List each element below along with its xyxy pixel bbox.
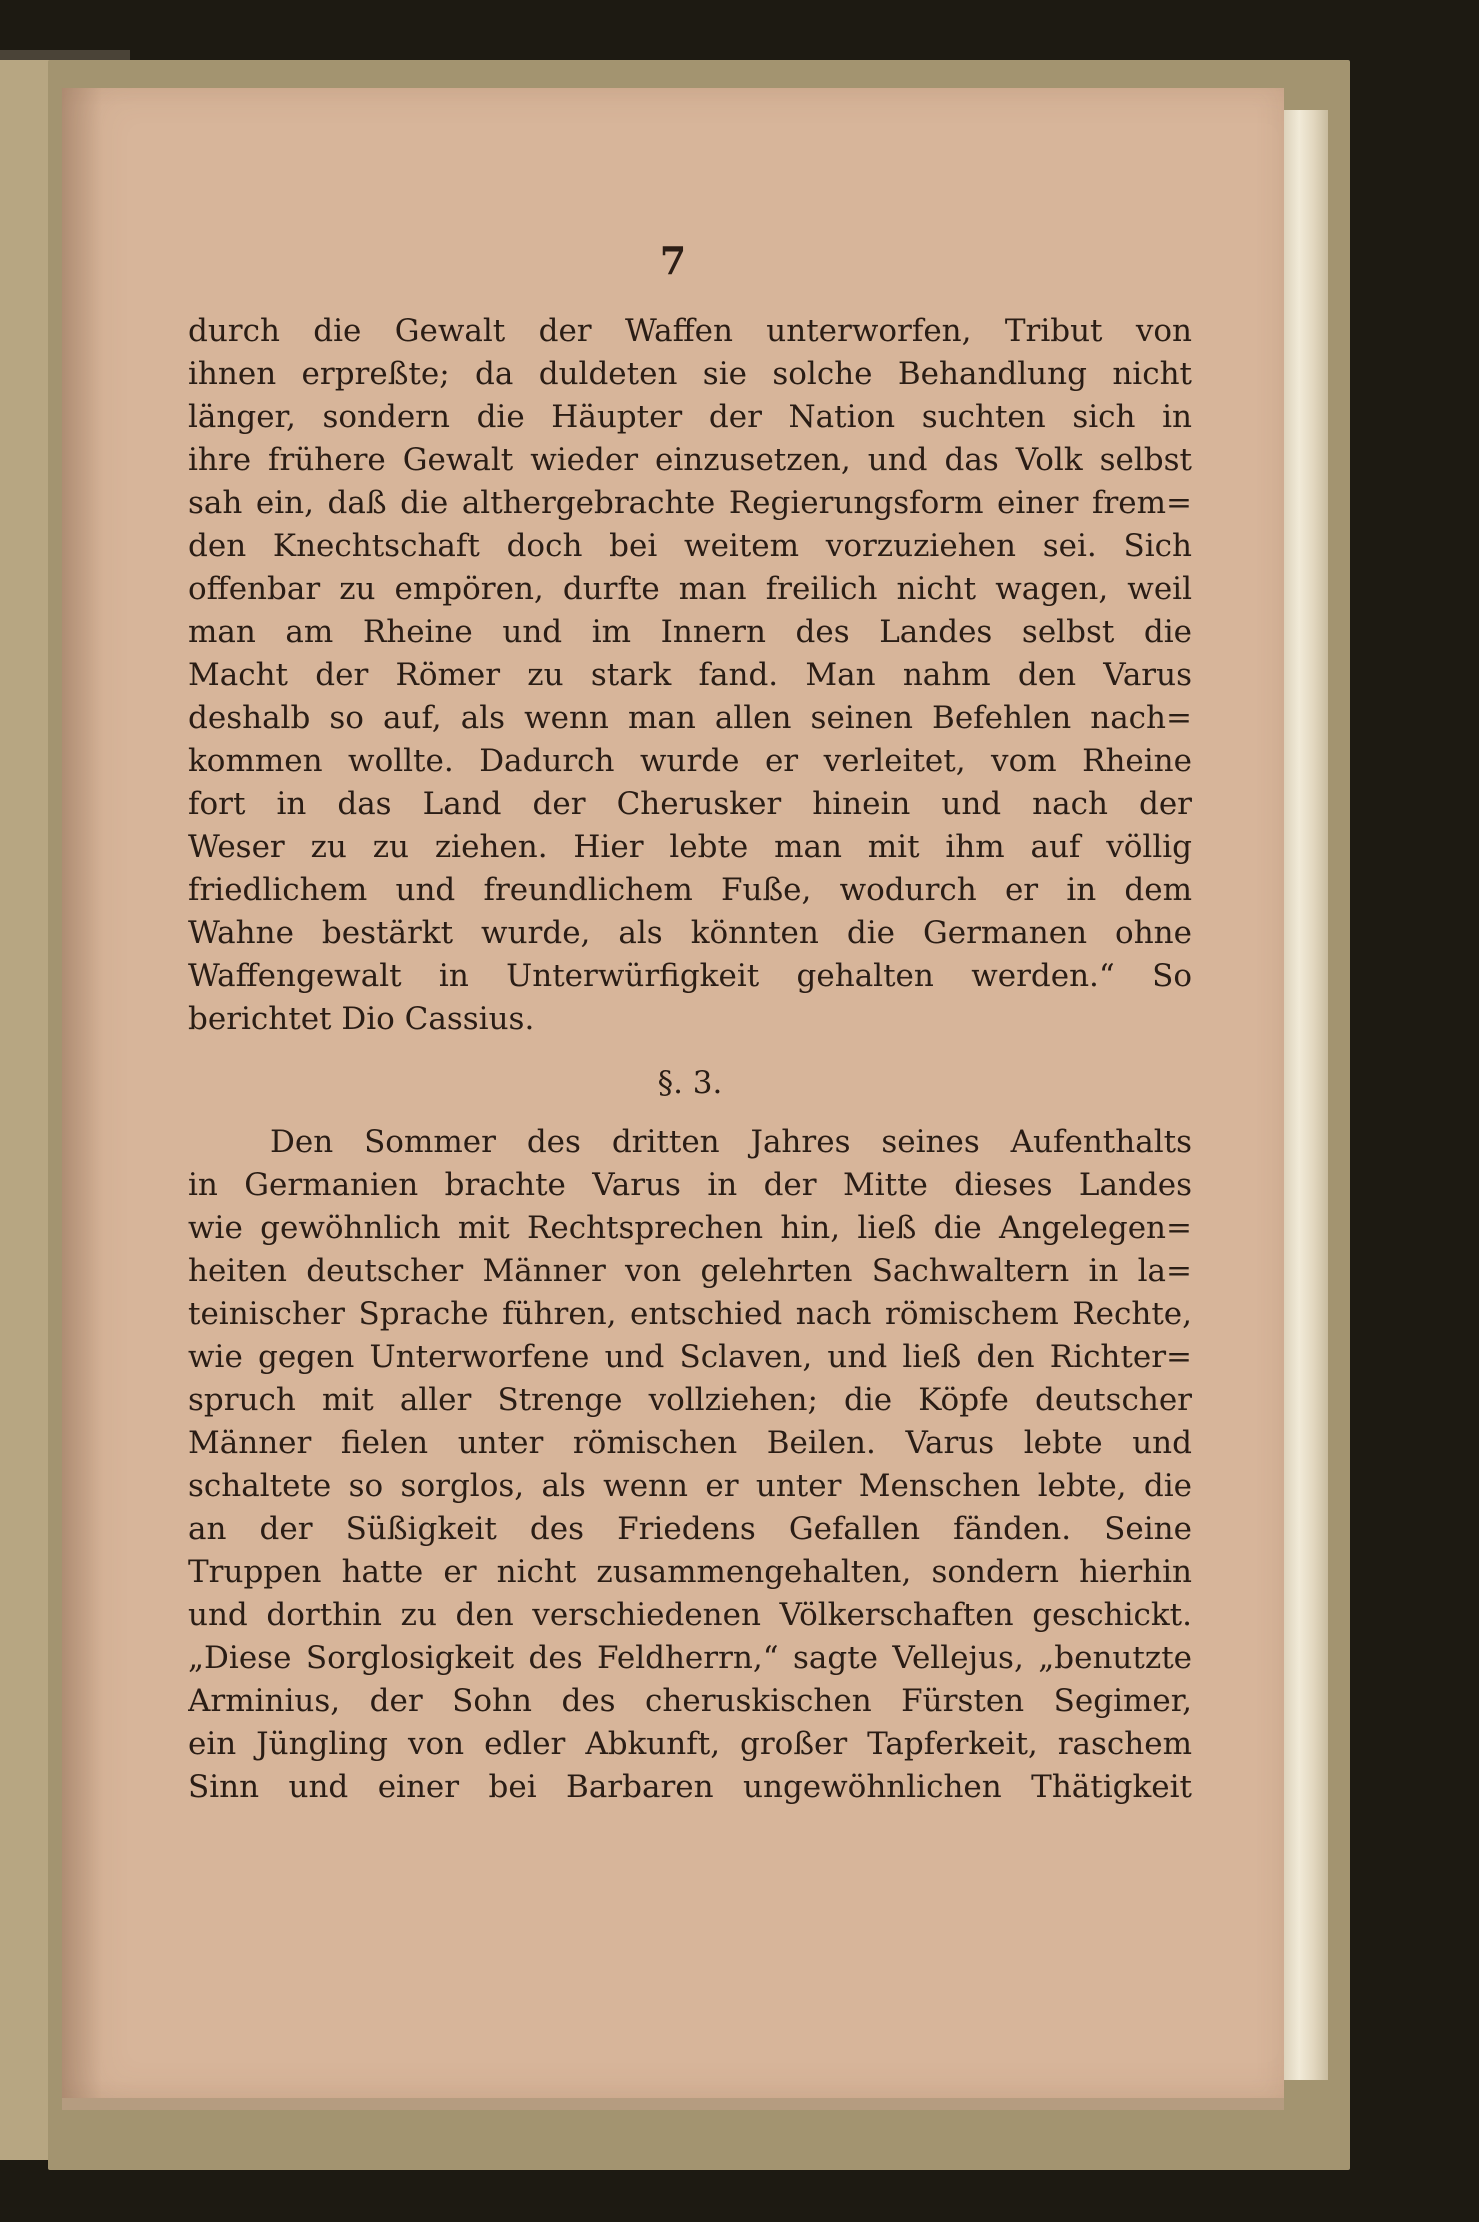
- text-line: offenbar zu empören, durfte man freilich nicht wagen, weil: [188, 571, 1192, 607]
- text-line: sah ein, daß die althergebrachte Regierungsform einer frem=: [188, 485, 1192, 521]
- page-bottom-edge: [62, 2098, 1284, 2110]
- text-line: heiten deutscher Männer von gelehrten Sachwaltern in la=: [188, 1253, 1192, 1289]
- page-text: [188, 310, 1192, 1809]
- paragraph-2: [188, 1121, 1192, 1809]
- page-gutter: [62, 88, 102, 2098]
- text-line: Truppen hatte er nicht zusammengehalten, sondern hierhin: [188, 1554, 1192, 1590]
- text-line: durch die Gewalt der Waffen unterworfen, Tribut von: [188, 313, 1192, 349]
- text-line: spruch mit aller Strenge vollziehen; die Köpfe deutscher: [188, 1382, 1192, 1418]
- text-line: man am Rheine und im Innern des Landes selbst die: [188, 614, 1192, 650]
- text-line: Männer fielen unter römischen Beilen. Varus lebte und: [188, 1425, 1192, 1461]
- text-line: wie gewöhnlich mit Rechtsprechen hin, ließ die Angelegen=: [188, 1210, 1192, 1246]
- text-line: den Knechtschaft doch bei weitem vorzuziehen sei. Sich: [188, 528, 1192, 564]
- text-line: „Diese Sorglosigkeit des Feldherrn,“ sagte Vellejus, „benutzte: [188, 1640, 1192, 1676]
- text-line: Arminius, der Sohn des cheruskischen Fürsten Segimer,: [188, 1683, 1192, 1719]
- paragraph-1: [188, 310, 1192, 1041]
- text-line: Macht der Römer zu stark fand. Man nahm den Varus: [188, 657, 1192, 693]
- text-line: kommen wollte. Dadurch wurde er verleitet, vom Rheine: [188, 743, 1192, 779]
- text-line: und dorthin zu den verschiedenen Völkerschaften geschickt.: [188, 1597, 1192, 1633]
- text-line: in Germanien brachte Varus in der Mitte dieses Landes: [188, 1167, 1192, 1203]
- text-line: teinischer Sprache führen, entschied nach römischem Rechte,: [188, 1296, 1192, 1332]
- text-line: an der Süßigkeit des Friedens Gefallen fänden. Seine: [188, 1511, 1192, 1547]
- text-line: Den Sommer des dritten Jahres seines Aufenthalts: [270, 1124, 1192, 1160]
- page-number: 7: [659, 238, 687, 283]
- book-page: [62, 88, 1284, 2098]
- text-line: deshalb so auf, als wenn man allen seinen Befehlen nach=: [188, 700, 1192, 736]
- text-line: schaltete so sorglos, als wenn er unter Menschen lebte, die: [188, 1468, 1192, 1504]
- text-line: ein Jüngling von edler Abkunft, großer Tapferkeit, raschem: [188, 1726, 1192, 1762]
- text-line: Weser zu zu ziehen. Hier lebte man mit ihm auf völlig: [188, 829, 1192, 865]
- text-line: länger, sondern die Häupter der Nation suchten sich in: [188, 399, 1192, 435]
- page-edges: [1280, 110, 1328, 2080]
- text-line: ihnen erpreßte; da duldeten sie solche Behandlung nicht: [188, 356, 1192, 392]
- section-heading: §. 3.: [657, 1065, 723, 1101]
- text-line: ihre frühere Gewalt wieder einzusetzen, und das Volk selbst: [188, 442, 1192, 478]
- text-line: Sinn und einer bei Barbaren ungewöhnlichen Thätigkeit: [188, 1769, 1192, 1805]
- text-line: fort in das Land der Cherusker hinein und nach der: [188, 786, 1192, 822]
- text-line: Waffengewalt in Unterwürfigkeit gehalten werden.“ So: [188, 958, 1192, 994]
- text-line: Wahne bestärkt wurde, als könnten die Germanen ohne: [188, 915, 1192, 951]
- text-line: berichtet Dio Cassius.: [188, 1001, 535, 1037]
- text-line: friedlichem und freundlichem Fuße, wodurch er in dem: [188, 872, 1192, 908]
- text-line: wie gegen Unterworfene und Sclaven, und ließ den Richter=: [188, 1339, 1192, 1375]
